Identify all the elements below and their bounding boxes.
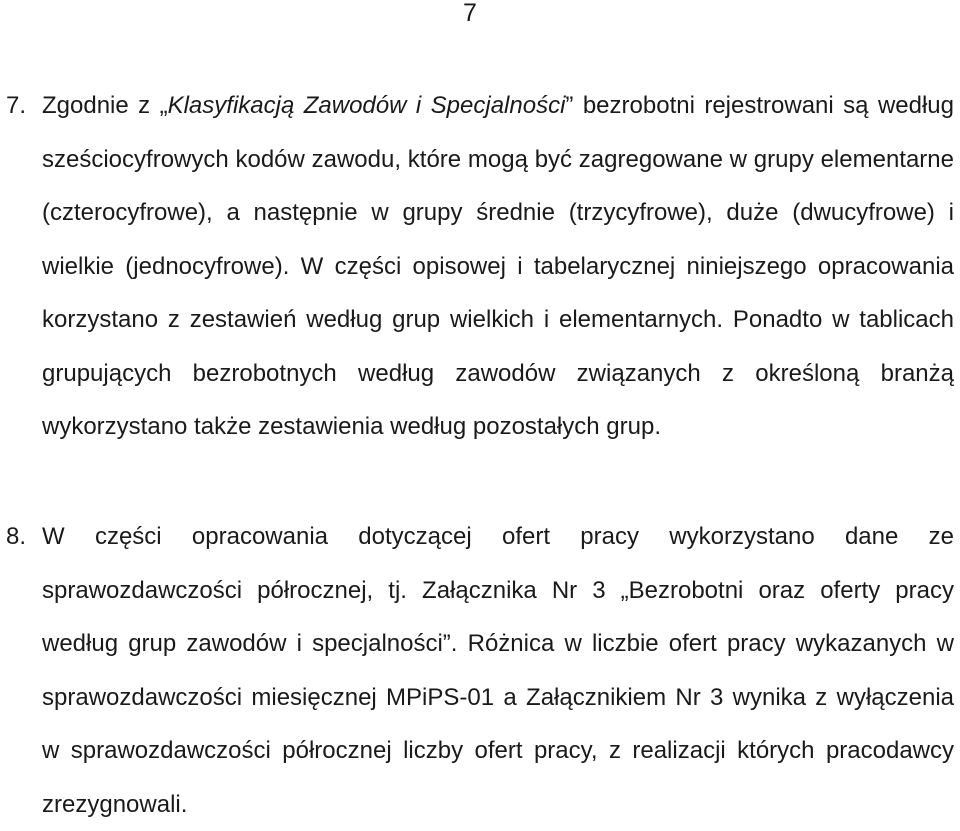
- paragraph-text-start: Zgodnie z „: [42, 92, 168, 119]
- page-number: 7: [463, 0, 477, 27]
- paragraph-8: [6, 510, 954, 831]
- paragraph-text: W części opracowania dotyczącej ofert pracy wykorzystano dane ze sprawozdawczości półrocznej, tj. Załącznika Nr 3 „Bezrobotni oraz oferty pracy według grup zawodów i specjalności”. Różnica w liczbie ofert pracy wykazanych w sprawozdawczości miesięcznej MPiPS-01 a Załącznikiem Nr 3 wynika z wyłączenia w sprawozdawczości półrocznej liczby ofert pracy, z realizacji których pracodawcy zrezygnowali.: [42, 523, 954, 818]
- paragraph-7: [6, 79, 954, 454]
- paragraph-text-rest: ” bezrobotni rejestrowani są według sześciocyfrowych kodów zawodu, które mogą być zagregowane w grupy elementarne (czterocyfrowe), a następnie w grupy średnie (trzycyfrowe), duże (dwucyfrowe) i wielkie (jednocyfrowe). W części opisowej i tabelarycznej niniejszego opracowania korzystano z zestawień według grup wielkich i elementarnych. Ponadto w tablicach grupujących bezrobotnych według zawodów związanych z określoną branżą wykorzystano także zestawienia według pozostałych grup.: [42, 92, 954, 440]
- classification-title: Klasyfikacją Zawodów i Specjalności: [167, 92, 566, 119]
- paragraph-number: 7.: [6, 92, 27, 119]
- paragraph-number: 8.: [6, 523, 27, 550]
